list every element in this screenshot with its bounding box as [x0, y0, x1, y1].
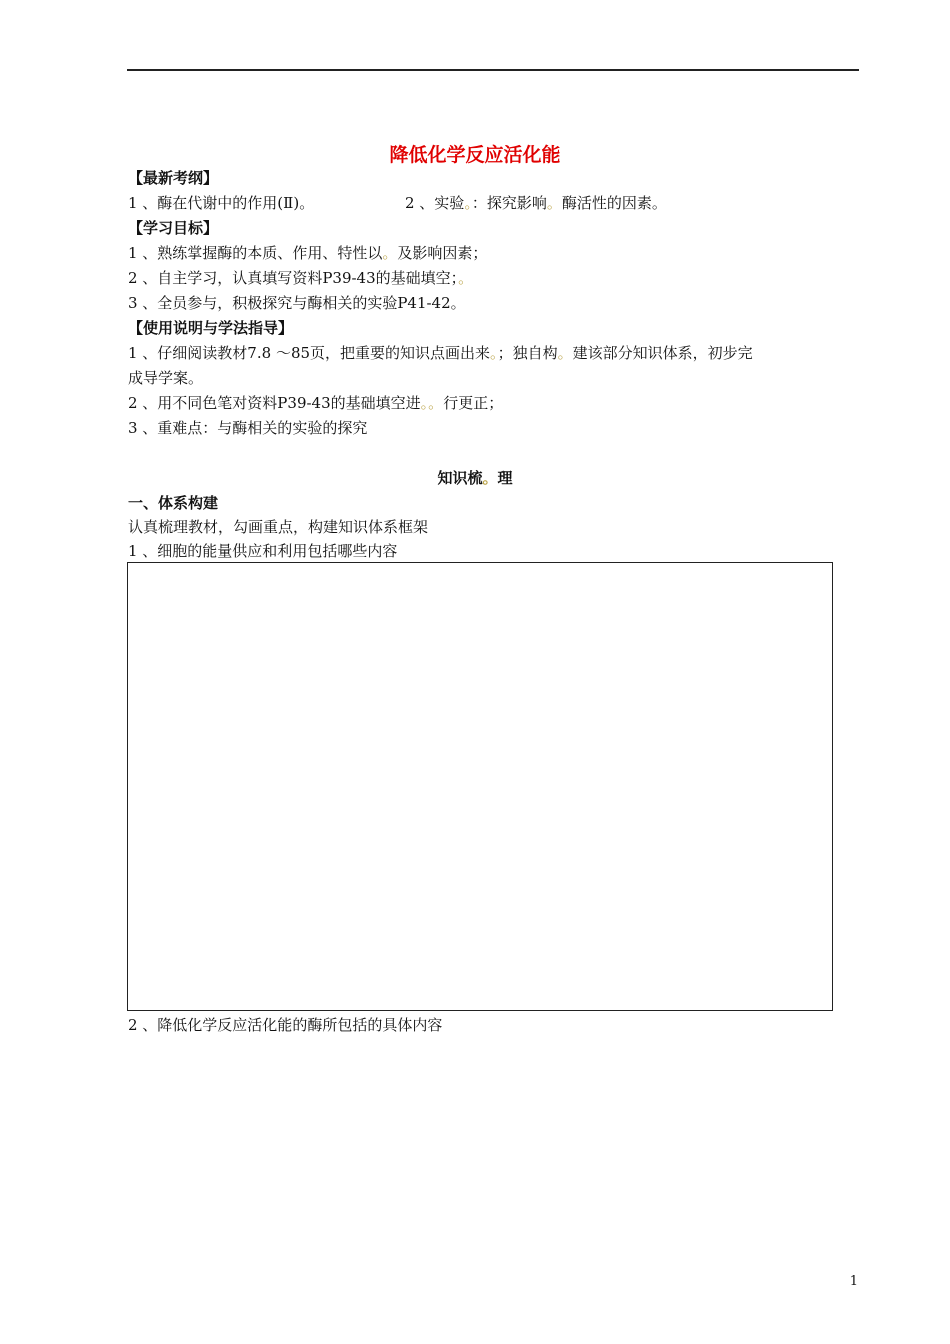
header-rule: [127, 69, 859, 71]
question-2: 2 、降低化学反应活化能的酶所包括的具体内容: [128, 1016, 443, 1034]
page-number: 1: [849, 1274, 858, 1289]
guide-item-3: 3 、重难点：与酶相关的实验的探究: [128, 419, 368, 437]
guide-item-1: 1 、仔细阅读教材7.8 ～85页，把重要的知识点画出来。；独自构。建该部分知识体系，初步完: [128, 344, 753, 362]
guide-item-1-cont: 成导学案。: [128, 369, 204, 387]
guide-item-2: 2 、用不同色笔对资料P39-43的基础填空进。。行更正；: [128, 394, 504, 412]
guide-heading: 【使用说明与学法指导】: [128, 319, 294, 337]
exam-item-2: 2 、实验。：探究影响。酶活性的因素。: [405, 194, 667, 212]
question-1: 1 、细胞的能量供应和利用包括哪些内容: [128, 542, 398, 560]
goals-item-2: 2 、自主学习，认真填写资料P39-43的基础填空；。: [128, 269, 474, 287]
exam-heading: 【最新考纲】: [128, 169, 219, 187]
goals-heading: 【学习目标】: [128, 219, 219, 237]
goals-item-1: 1 、熟练掌握酶的本质、作用、特性以。及影响因素；: [128, 244, 488, 262]
system-intro: 认真梳理教材，勾画重点，构建知识体系框架: [128, 518, 429, 536]
system-heading: 一、体系构建: [128, 494, 219, 512]
page-title: 降低化学反应活化能: [389, 144, 561, 166]
goals-item-3: 3 、全员参与，积极探究与酶相关的实验P41-42。: [128, 294, 466, 312]
knowledge-heading: 知识梳。理: [437, 469, 513, 487]
answer-box: [127, 562, 833, 1011]
exam-item-1: 1 、酶在代谢中的作用(Ⅱ)。: [128, 194, 315, 212]
